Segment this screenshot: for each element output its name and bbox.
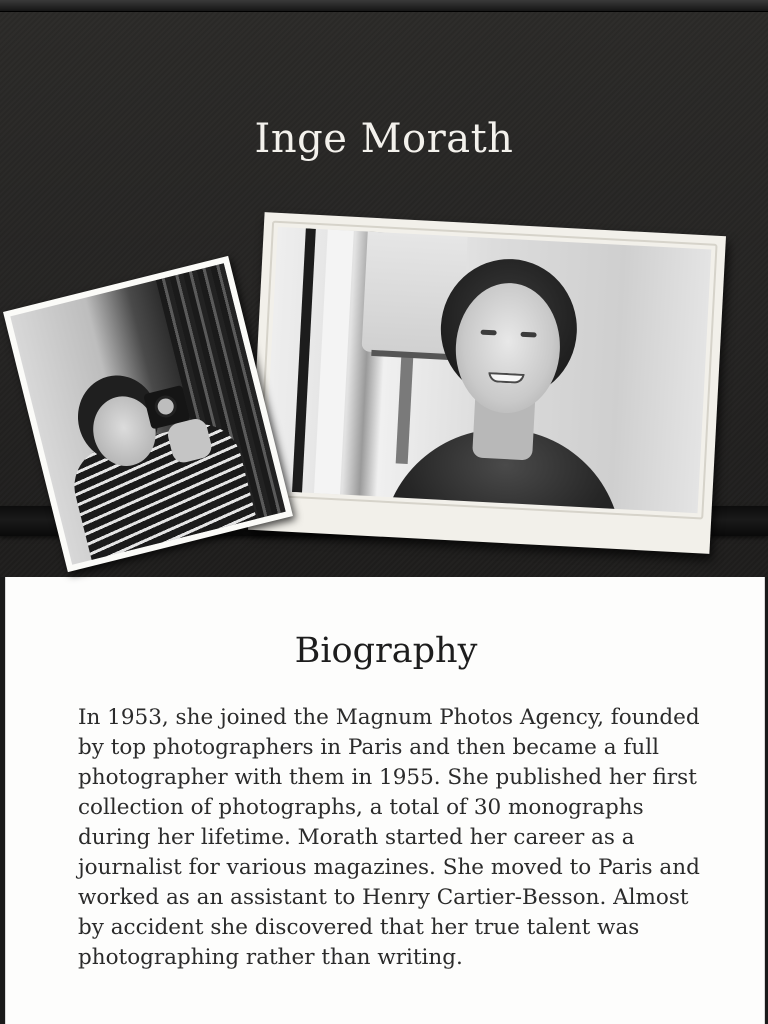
content-area bbox=[5, 577, 765, 1024]
slide-title: Inge Morath bbox=[254, 116, 514, 162]
header-area bbox=[0, 12, 768, 577]
section-heading: Biography bbox=[294, 631, 478, 671]
top-bar bbox=[0, 0, 768, 12]
photo-frame-border bbox=[258, 221, 718, 520]
biography-text: In 1953, she joined the Magnum Photos Agency, founded by top photographers in Paris and then became a full photographer with them in 1955. She published her first collection of photographs, a total of 30 monographs during her lifetime. Morath started her career as a journalist for various magazines. She moved to Paris and worked as an assistant to Henry Cartier-Besson. Almost by accident she discovered that her true talent was photographing rather than writing. bbox=[78, 705, 700, 970]
portrait-photo bbox=[248, 212, 726, 554]
